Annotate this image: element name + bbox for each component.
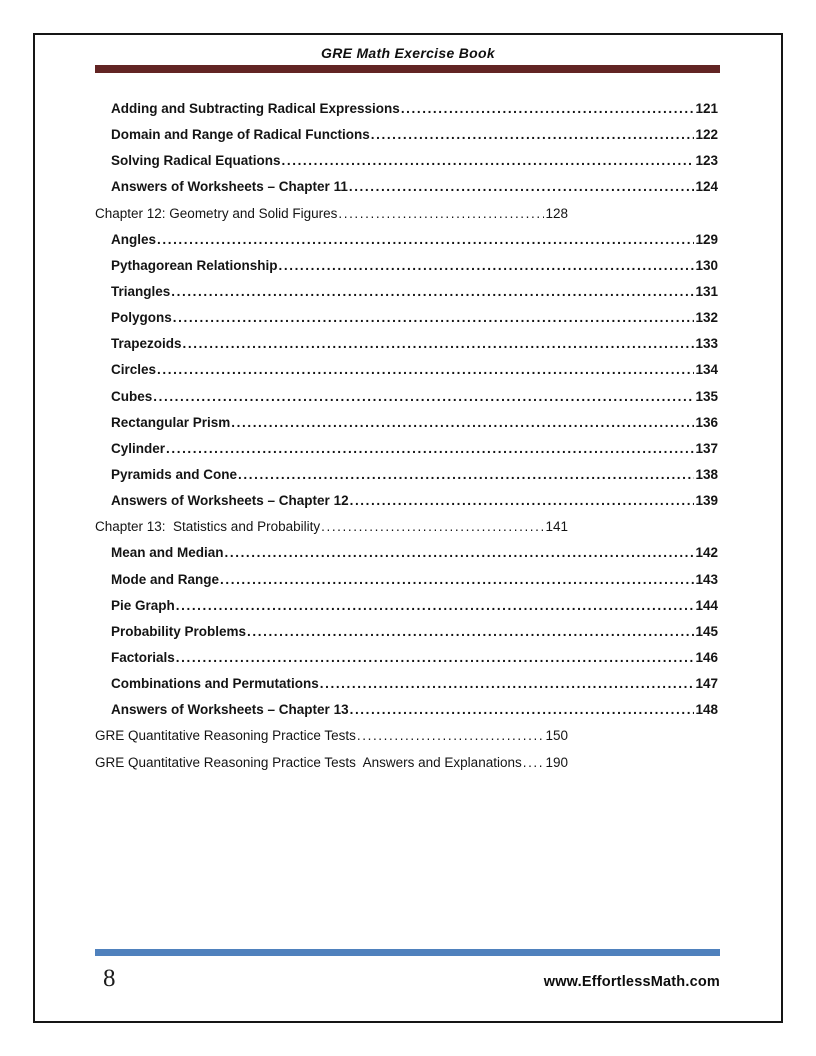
- toc-entry-page: 124: [695, 179, 718, 195]
- toc-leader-dots: [350, 697, 695, 723]
- toc-leader-dots: [171, 279, 694, 305]
- toc-leader-dots: [173, 305, 695, 331]
- toc-entry: [95, 148, 718, 174]
- toc-entry: [95, 593, 718, 619]
- toc-entry: [95, 436, 718, 462]
- toc-entry: [95, 279, 718, 305]
- toc-entry-page: 132: [695, 310, 718, 326]
- toc-entry-label: Cylinder: [111, 440, 166, 456]
- toc-entry-label: GRE Quantitative Reasoning Practice Tests Answers and Explanations: [95, 754, 522, 770]
- toc-entry-label: Answers of Worksheets – Chapter 13: [111, 702, 349, 718]
- toc-leader-dots: [350, 488, 695, 514]
- toc-leader-dots: [523, 750, 545, 776]
- toc-entry-page: 137: [695, 440, 718, 456]
- toc-entry-label: Combinations and Permutations: [111, 676, 319, 692]
- toc-entry-page: 141: [545, 519, 568, 535]
- toc-leader-dots: [231, 410, 694, 436]
- toc-entry-page: 143: [695, 571, 718, 587]
- toc-entry-label: Polygons: [111, 310, 172, 326]
- toc-entry: [95, 331, 718, 357]
- table-of-contents: [35, 96, 781, 776]
- toc-entry-label: Solving Radical Equations: [111, 153, 281, 169]
- toc-entry: [95, 410, 718, 436]
- toc-leader-dots: [225, 540, 695, 566]
- toc-entry: [95, 697, 718, 723]
- toc-entry-label: Mode and Range: [111, 571, 220, 587]
- toc-entry-page: 146: [695, 649, 718, 665]
- toc-entry-label: GRE Quantitative Reasoning Practice Tests: [95, 728, 356, 744]
- toc-entry-page: 139: [695, 493, 718, 509]
- toc-leader-dots: [282, 148, 695, 174]
- header-title: GRE Math Exercise Book: [321, 45, 495, 61]
- toc-entry-label: Mean and Median: [111, 545, 224, 561]
- toc-leader-dots: [183, 331, 695, 357]
- toc-entry: [95, 227, 718, 253]
- toc-entry-page: 148: [695, 702, 718, 718]
- toc-leader-dots: [247, 619, 694, 645]
- page-footer: [95, 949, 720, 993]
- toc-entry-label: Angles: [111, 231, 157, 247]
- toc-leader-dots: [320, 671, 695, 697]
- toc-entry-page: 135: [695, 388, 718, 404]
- toc-entry-label: Factorials: [111, 649, 175, 665]
- toc-entry-page: 144: [695, 597, 718, 613]
- toc-leader-dots: [321, 514, 544, 540]
- toc-leader-dots: [220, 567, 694, 593]
- toc-entry-label: Domain and Range of Radical Functions: [111, 127, 370, 143]
- toc-entry: [95, 253, 718, 279]
- toc-leader-dots: [176, 593, 695, 619]
- toc-entry: [95, 645, 718, 671]
- toc-entry-page: 190: [545, 754, 568, 770]
- toc-entry-page: 133: [695, 336, 718, 352]
- toc-entry-label: Cubes: [111, 388, 153, 404]
- toc-leader-dots: [401, 96, 695, 122]
- toc-entry-label: Answers of Worksheets – Chapter 12: [111, 493, 349, 509]
- page-border: [33, 33, 783, 1023]
- toc-entry-label: Circles: [111, 362, 157, 378]
- toc-leader-dots: [157, 227, 694, 253]
- toc-entry-page: 123: [695, 153, 718, 169]
- toc-entry: [95, 122, 718, 148]
- toc-entry-label: Pyramids and Cone: [111, 466, 238, 482]
- toc-leader-dots: [338, 201, 544, 227]
- toc-entry-label: Pythagorean Relationship: [111, 257, 278, 273]
- toc-entry-label: Chapter 13: Statistics and Probability: [95, 519, 321, 535]
- toc-entry-label: Adding and Subtracting Radical Expressions: [111, 101, 400, 116]
- toc-leader-dots: [157, 357, 694, 383]
- toc-leader-dots: [166, 436, 694, 462]
- toc-entry-page: 138: [695, 466, 718, 482]
- toc-entry-label: Answers of Worksheets – Chapter 11: [111, 179, 348, 195]
- toc-entry-page: 121: [695, 101, 718, 116]
- toc-entry: [95, 305, 718, 331]
- toc-entry-label: Pie Graph: [111, 597, 175, 613]
- toc-leader-dots: [238, 462, 694, 488]
- header-rule: [95, 65, 720, 73]
- page-number: 8: [103, 965, 116, 992]
- toc-entry-label: Rectangular Prism: [111, 414, 231, 430]
- footer-line: [95, 965, 720, 993]
- toc-entry: [95, 671, 718, 697]
- toc-entry: [95, 619, 718, 645]
- toc-leader-dots: [371, 122, 695, 148]
- toc-entry-page: 136: [695, 414, 718, 430]
- toc-entry-label: Trapezoids: [111, 336, 182, 352]
- toc-leader-dots: [176, 645, 695, 671]
- toc-entry-page: 145: [695, 623, 718, 639]
- toc-entry-page: 122: [695, 127, 718, 143]
- toc-entry: [95, 567, 718, 593]
- toc-entry-page: 130: [695, 257, 718, 273]
- toc-entry: [95, 750, 568, 776]
- toc-entry-label: Chapter 12: Geometry and Solid Figures: [95, 205, 338, 221]
- toc-leader-dots: [279, 253, 695, 279]
- toc-entry-page: 129: [695, 231, 718, 247]
- toc-entry-page: 131: [695, 283, 718, 299]
- toc-leader-dots: [357, 723, 545, 749]
- toc-entry: [95, 462, 718, 488]
- toc-entry: [95, 488, 718, 514]
- toc-entry: [95, 174, 718, 200]
- toc-entry: [95, 723, 568, 749]
- toc-entry: [95, 514, 568, 540]
- footer-website: www.EffortlessMath.com: [543, 974, 720, 990]
- toc-entry: [95, 96, 718, 122]
- toc-entry-page: 150: [545, 728, 568, 744]
- toc-entry: [95, 540, 718, 566]
- toc-entry-label: Probability Problems: [111, 623, 247, 639]
- toc-entry: [95, 357, 718, 383]
- footer-rule: [95, 949, 720, 956]
- toc-entry: [95, 384, 718, 410]
- toc-entry-page: 134: [695, 362, 718, 378]
- toc-entry-label: Triangles: [111, 283, 171, 299]
- toc-entry-page: 147: [695, 676, 718, 692]
- toc-leader-dots: [153, 384, 694, 410]
- toc-entry-page: 128: [545, 205, 568, 221]
- toc-entry-page: 142: [695, 545, 718, 561]
- toc-entry: [95, 201, 568, 227]
- toc-leader-dots: [349, 174, 695, 200]
